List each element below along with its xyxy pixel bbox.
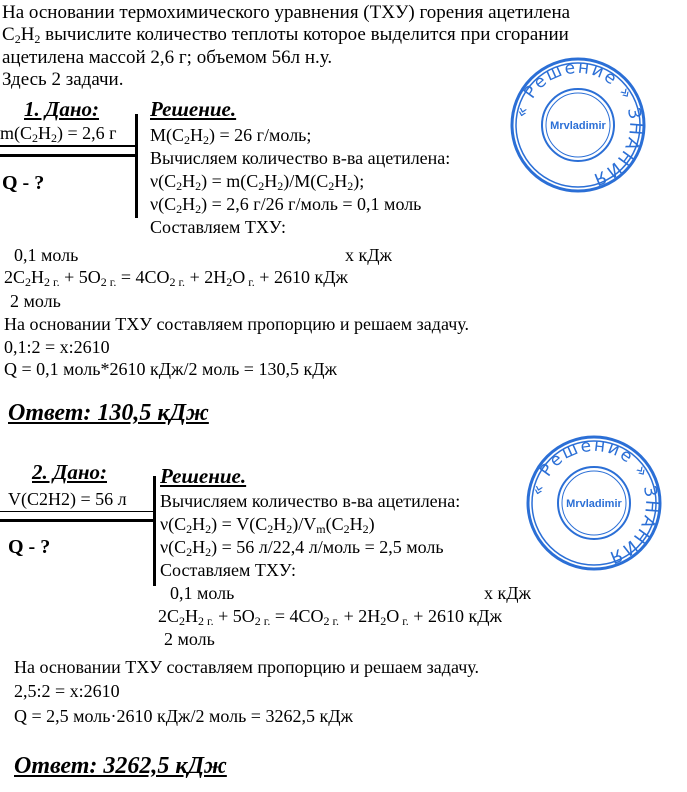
p1-dano-title: 1. Дано: (24, 97, 99, 121)
p1-above-right: x кДж (345, 245, 392, 265)
p1-solution-title: Решение. (150, 97, 237, 121)
intro-line-2: $C_2H_2$ вычислите количество теплоты которое выделится при сгорании (2, 24, 569, 46)
stamp-seal-2 (524, 433, 664, 573)
p2-amount: $\nu(C_2H_2) = 56$ л/22,4 л/моль = 2,5 моль (160, 537, 444, 559)
p2-below-left: 2 моль (164, 629, 215, 649)
p2-line-calc: Вычисляем количество в-ва ацетилена: (160, 491, 461, 511)
p1-line-txu: Составляем ТХУ: (150, 217, 286, 237)
p2-line-txu: Составляем ТХУ: (160, 560, 296, 580)
p2-above-right: x кДж (484, 583, 531, 603)
p2-given-underline (0, 511, 154, 512)
p1-amount: $\nu(C_2H_2) = 2,6$ г/26 г/моль = 0,1 моль (150, 194, 422, 216)
p1-formula: $\nu(C_2H_2) = m(C_2H_2)/M(C_2H_2)$; (150, 171, 365, 193)
p2-divider-vertical (153, 476, 156, 586)
p1-equation: $2C_2H_{2 г.} + 5O_{2 г.} = 4CO_{2 г.} + 2H_2O$ $_{г.}$ + 2610 кДж (4, 267, 348, 289)
p1-line-calc: Вычисляем количество в-ва ацетилена: (150, 148, 451, 168)
p2-equation: $2C_2H_{2 г.} + 5O_{2 г.} = 4CO_{2 г.} + 2H_2O$ $_{г.}$ + 2610 кДж (158, 606, 502, 628)
p1-given-underline (0, 145, 136, 147)
stamp-seal-1 (508, 55, 648, 195)
intro-line-3: ацетилена массой 2,6 г; объемом 56л н.у. (2, 47, 333, 68)
p1-answer: Ответ: 130,5 кДж (8, 400, 209, 426)
svg-text:Mrvladimir: Mrvladimir (550, 120, 606, 132)
p1-proportion-text: На основании ТХУ составляем пропорцию и решаем задачу. (4, 314, 469, 334)
p2-divider-horizontal (0, 519, 154, 522)
svg-text:« Решение » ЗНАНИЯ: « Решение » ЗНАНИЯ (511, 57, 646, 190)
p1-find: Q - ? (2, 172, 45, 194)
p2-proportion-text: На основании ТХУ составляем пропорцию и решаем задачу. (14, 657, 479, 677)
p2-result: Q = 2,5 моль·2610 кДж/2 моль = 3262,5 кДж (14, 706, 353, 726)
p2-solution-title: Решение. (160, 464, 247, 488)
p1-above-left: 0,1 моль (14, 245, 79, 265)
p2-proportion: 2,5:2 = x:2610 (14, 681, 120, 701)
p1-below-left: 2 моль (10, 291, 61, 311)
p2-above-left: 0,1 моль (170, 583, 235, 603)
svg-text:Mrvladimir: Mrvladimir (566, 498, 622, 510)
p1-given: $m(C_2H_2) = 2,6$ г (0, 123, 117, 145)
p2-answer: Ответ: 3262,5 кДж (14, 753, 227, 779)
svg-text:« Решение » ЗНАНИЯ: « Решение » ЗНАНИЯ (527, 435, 662, 568)
p2-formula: $\nu(C_2H_2) = V(C_2H_2)/V_m(C_2H_2)$ (160, 514, 375, 536)
intro-line-1: На основании термохимического уравнения (ТХУ) горения ацетилена (2, 2, 571, 23)
p1-divider-vertical (135, 114, 138, 218)
p2-find: Q - ? (8, 536, 51, 558)
p1-molar-mass: $M(C_2H_2) = 26$ г/моль; (150, 125, 312, 147)
p1-divider-horizontal (0, 154, 136, 157)
p2-given: V(C2H2) = 56 л (8, 489, 127, 509)
p2-dano-title: 2. Дано: (32, 460, 107, 484)
p1-proportion: 0,1:2 = x:2610 (4, 337, 110, 357)
p1-result: Q = 0,1 моль*2610 кДж/2 моль = 130,5 кДж (4, 359, 337, 379)
intro-line-4: Здесь 2 задачи. (2, 69, 124, 90)
